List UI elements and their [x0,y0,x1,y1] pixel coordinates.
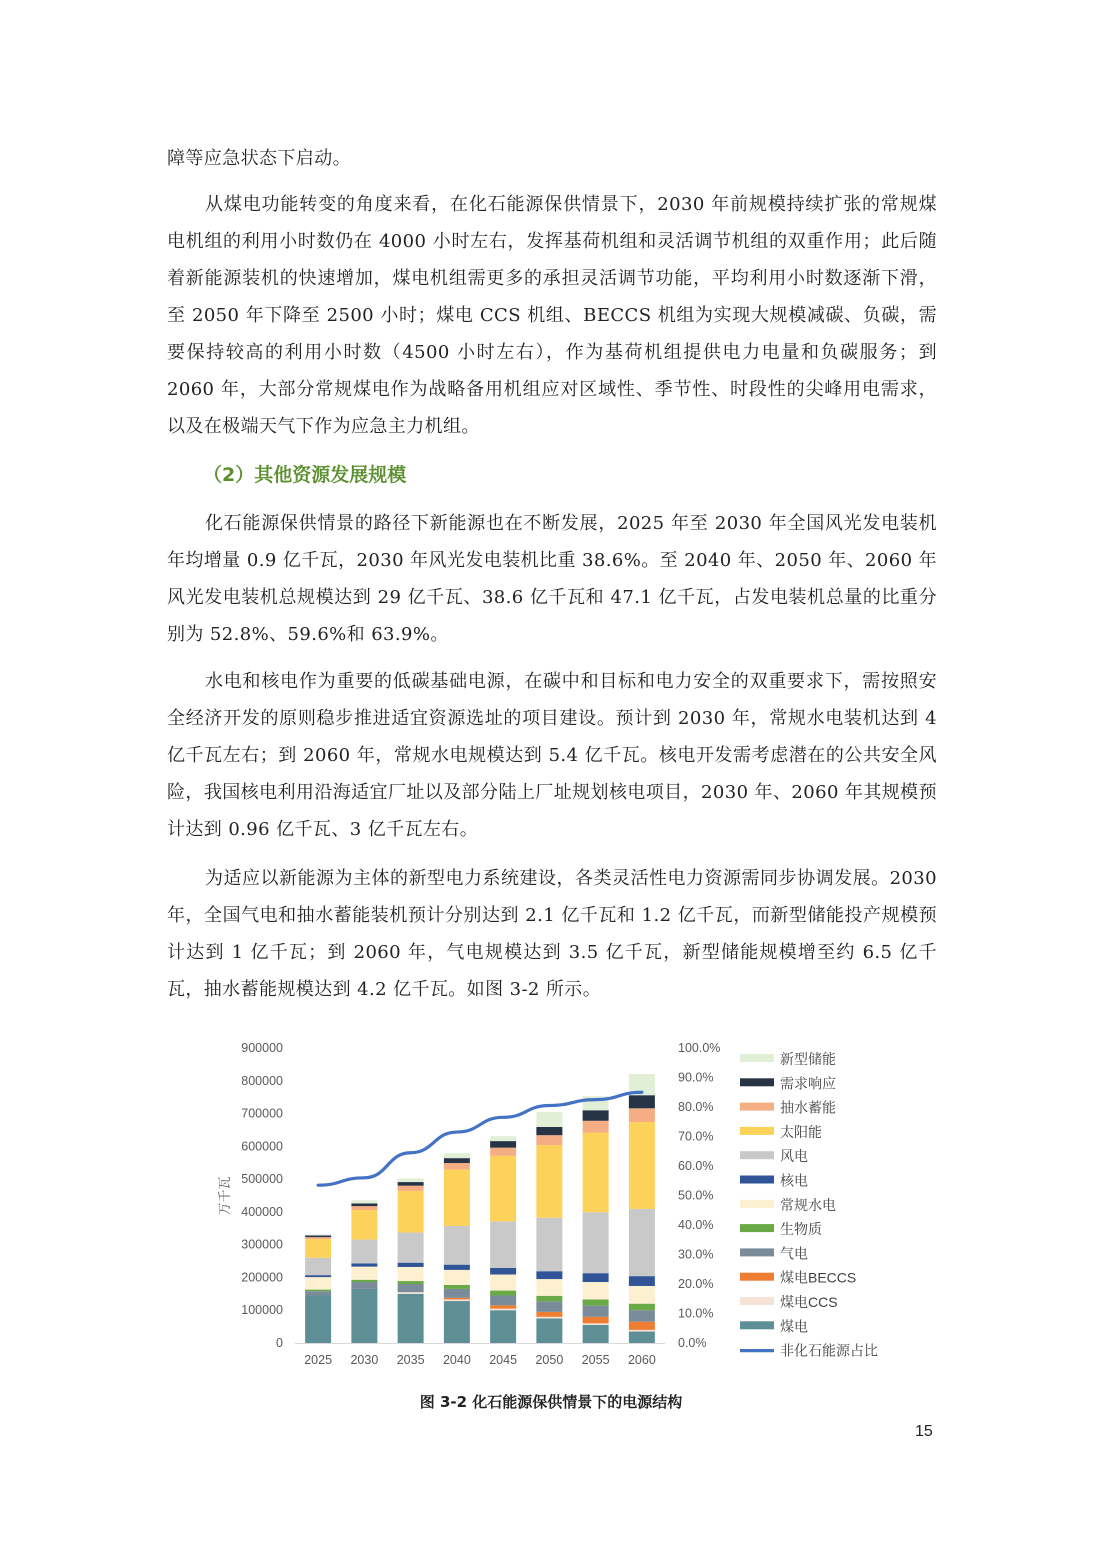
bar-segment [490,1305,516,1308]
section-heading: （2）其他资源发展规模 [203,464,407,486]
bar-segment [536,1279,562,1296]
x-tick-label: 2055 [581,1353,610,1367]
x-tick-label: 2050 [535,1353,564,1367]
bar-segment [629,1209,655,1276]
paragraph-4: 水电和核电作为重要的低碳基础电源，在碳中和目标和电力安全的双重要求下，需按照安全经济开发的原则稳步推进适宜资源选址的项目建设。预计到 2030 年，常规水电装机达到 4 亿千瓦左右；到 2060 年，常规水电规模达到 5.4 亿千瓦。核电开发需考虑潜在的公共安全风险，我国核电利用沿海适宜厂址以及部分陆上厂址规划核电项目，2030 年、2060 年其规模预计达到 0.96 亿千瓦、3 亿千瓦左右。 [167,671,937,840]
y2-tick-label: 100.0% [678,1041,721,1055]
bar-segment [629,1304,655,1311]
bar-segment [398,1233,424,1263]
bar-segment [536,1112,562,1127]
y-tick-label: 0 [276,1336,283,1350]
x-tick-label: 2035 [396,1353,425,1367]
bar-segment [583,1282,609,1299]
bar-segment [444,1285,470,1289]
bar-segment [398,1178,424,1182]
x-tick-label: 2060 [627,1353,656,1367]
legend-label: 太阳能 [780,1123,822,1140]
legend-label: 常规水电 [780,1196,836,1213]
bar-segment [583,1323,609,1325]
bar-segment [398,1186,424,1191]
y-tick-label: 800000 [241,1073,283,1088]
bar-segment [398,1294,424,1343]
legend-swatch [740,1297,774,1305]
y2-tick-label: 0.0% [678,1336,707,1350]
y2-tick-label: 40.0% [678,1218,714,1232]
bar-segment [583,1317,609,1324]
bar-segment [536,1135,562,1145]
bar-segment [398,1284,424,1292]
bar-segment [536,1312,562,1317]
bar-segment [305,1235,331,1237]
bar-segment [444,1163,470,1170]
bar-segment [305,1291,331,1295]
bar-segment [629,1286,655,1304]
bar-segment [398,1263,424,1267]
bar-segment [536,1145,562,1218]
legend-label: 煤电BECCS [780,1269,857,1286]
bar-segment [629,1108,655,1122]
legend-label: 气电 [780,1245,808,1262]
bar-segment [536,1301,562,1311]
bar-segment [398,1292,424,1294]
y-tick-label: 900000 [241,1041,283,1055]
bar-segment [398,1191,424,1233]
bar-segment [583,1325,609,1343]
bar-segment [351,1289,377,1343]
bar-segment [629,1332,655,1343]
bar-segment [536,1218,562,1271]
bar-segment [351,1267,377,1280]
bar-segment [583,1306,609,1317]
legend-label: 非化石能源占比 [780,1342,878,1359]
x-tick-label: 2025 [304,1353,333,1367]
bar-segment [305,1258,331,1275]
bar-segment [398,1267,424,1281]
bar-segment [351,1263,377,1266]
legend-label: 风电 [780,1148,808,1165]
bar-segment [444,1289,470,1298]
bar-segment [398,1281,424,1284]
y2-tick-label: 70.0% [678,1129,714,1144]
paragraph-3: 化石能源保供情景的路径下新能源也在不断发展，2025 年至 2030 年全国风光发电装机年均增量 0.9 亿千瓦，2030 年风光发电装机比重 38.6%。至 2040 年、2050 年、2060 年风光发电装机总规模达到 29 亿千瓦、38.6 亿千瓦和 47.1 亿千瓦，占发电装机总量的比重分别为 52.8%、59.6%和 63.9%。 [167,513,937,645]
legend-swatch [740,1078,774,1086]
bar-segment [444,1158,470,1163]
bar-segment [398,1182,424,1186]
legend-swatch [740,1248,774,1256]
bar-segment [490,1141,516,1148]
y2-tick-label: 80.0% [678,1100,714,1114]
y2-tick-label: 60.0% [678,1159,714,1173]
bar-segment [490,1136,516,1141]
x-tick-label: 2045 [489,1353,518,1367]
bar-segment [583,1212,609,1273]
bar-segment [629,1322,655,1330]
y-tick-label: 200000 [241,1270,283,1285]
bar-segment [351,1282,377,1289]
bar-segment [490,1310,516,1343]
legend-swatch [740,1127,774,1135]
bar-segment [351,1200,377,1203]
bar-segment [305,1235,331,1236]
bar-segment [444,1170,470,1226]
bar-segment [305,1290,331,1292]
legend-label: 生物质 [780,1221,822,1238]
bar-segment [490,1295,516,1305]
bar-segment [629,1122,655,1209]
y-axis-label: 万千瓦 [217,1176,232,1216]
page-number: 15 [915,1423,933,1440]
bar-segment [444,1226,470,1265]
legend-label: 抽水蓄能 [780,1099,836,1116]
bar-segment [351,1240,377,1264]
bar-segment [444,1298,470,1300]
bar-segment [490,1309,516,1311]
y2-tick-label: 90.0% [678,1070,714,1085]
bar-segment [305,1237,331,1239]
legend-swatch [740,1151,774,1159]
bar-segment [444,1153,470,1158]
bar-segment [629,1095,655,1108]
legend-swatch [740,1224,774,1232]
bar-segment [305,1295,331,1343]
legend-swatch [740,1176,774,1184]
bar-segment [490,1274,516,1290]
legend-label: 新型储能 [780,1051,836,1067]
bar-segment [583,1121,609,1133]
paragraph-5: 为适应以新能源为主体的新型电力系统建设，各类灵活性电力资源需同步协调发展。2030 年，全国气电和抽水蓄能装机预计分别达到 2.1 亿千瓦和 1.2 亿千瓦，而新型储能投产规模预计达到 1 亿千瓦；到 2060 年，气电规模达到 3.5 亿千瓦，新型储能规模增至约 6.5 亿千瓦，抽水蓄能规模达到 4.2 亿千瓦。如图 3-2 所示。 [167,868,937,1000]
y-tick-label: 100000 [241,1303,283,1318]
bar-segment [444,1301,470,1343]
y2-tick-label: 30.0% [678,1247,714,1262]
bar-segment [490,1291,516,1296]
y2-tick-label: 10.0% [678,1306,714,1321]
bar-segment [536,1271,562,1279]
y-tick-label: 700000 [241,1106,283,1121]
y-tick-label: 600000 [241,1139,283,1154]
bar-segment [629,1276,655,1286]
legend-label: 需求响应 [780,1075,836,1092]
x-tick-label: 2030 [350,1353,379,1367]
bar-segment [351,1210,377,1240]
legend-swatch [740,1103,774,1111]
power-structure-chart [200,1030,900,1375]
bar-segment [583,1110,609,1120]
legend-swatch [740,1273,774,1281]
legend-label: 核电 [780,1172,808,1189]
bar-segment [444,1265,470,1270]
bar-segment [351,1203,377,1206]
y-tick-label: 400000 [241,1204,283,1219]
bar-segment [583,1133,609,1213]
bar-segment [305,1239,331,1258]
bar-segment [490,1148,516,1156]
bar-segment [490,1268,516,1275]
legend-swatch [740,1054,774,1062]
legend-swatch [740,1321,774,1329]
legend-swatch [740,1200,774,1208]
bar-segment [583,1299,609,1305]
figure-caption: 图 3-2 化石能源保供情景下的电源结构 [419,1393,683,1411]
bar-segment [444,1270,470,1285]
bar-segment [629,1330,655,1332]
bar-segment [351,1206,377,1210]
bar-segment [629,1310,655,1321]
paragraph-2: 从煤电功能转变的角度来看，在化石能源保供情景下，2030 年前规模持续扩张的常规煤电机组的利用小时数仍在 4000 小时左右，发挥基荷机组和灵活调节机组的双重作用；此后随着新能源装机的快速增加，煤电机组需更多的承担灵活调节功能，平均利用小时数逐渐下滑，至 2050 年下降至 2500 小时；煤电 CCS 机组、BECCS 机组为实现大规模减碳、负碳，需要保持较高的利用小时数（4500 小时左右），作为基荷机组提供电力电量和负碳服务；到 2060 年，大部分常规煤电作为战略备用机组应对区域性、季节性、时段性的尖峰用电需求，以及在极端天气下作为应急主力机组。 [167,194,937,437]
legend-label: 煤电CCS [780,1294,838,1310]
x-tick-label: 2040 [442,1353,471,1367]
y2-tick-label: 50.0% [678,1188,714,1203]
bar-segment [444,1299,470,1301]
bar-segment [351,1280,377,1282]
bar-segment [490,1221,516,1268]
bar-segment [536,1317,562,1319]
y-tick-label: 300000 [241,1237,283,1252]
bar-segment [536,1318,562,1343]
bar-segment [305,1277,331,1289]
y2-tick-label: 20.0% [678,1277,714,1291]
y-tick-label: 500000 [241,1172,283,1187]
bar-segment [536,1127,562,1135]
bar-segment [583,1273,609,1282]
bar-segment [490,1156,516,1222]
legend-label: 煤电 [780,1318,808,1335]
bar-segment [536,1296,562,1302]
paragraph-1: 障等应急状态下启动。 [167,148,351,169]
bar-segment [305,1275,331,1277]
